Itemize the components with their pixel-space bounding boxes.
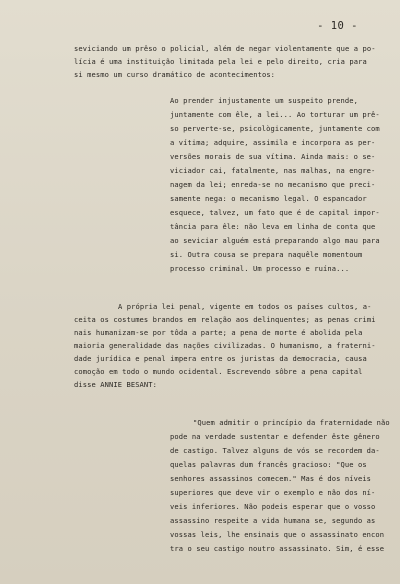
- quote-1-line: ao seviciar alguém está preparando algo mau para: [170, 236, 380, 245]
- paragraph-2-line: ceita os costumes brandos em relação aos delinquentes; as penas crimi: [74, 315, 376, 324]
- quote-2-line: senhores assassinos comecem." Mas é dos níveis: [170, 474, 372, 483]
- quote-1-line: nagem da lei; enreda-se no mecanismo que preci-: [170, 180, 376, 189]
- quote-2-line: quelas palavras dum francês gracioso: "Que os: [170, 460, 367, 469]
- quote-1-line: processo criminal. Um processo e ruína...: [170, 264, 350, 273]
- quote-2-line: tra o seu castigo noutro assassinato. Sim, é esse: [170, 544, 385, 553]
- paragraph-1-line: seviciando um prêso o policial, além de negar violentamente que a po-: [74, 44, 376, 53]
- quote-2-line: vossas leis, lhe ensinais que o assassinato encon: [170, 530, 385, 539]
- quote-2-line: pode na verdade sustentar e defender êste gênero: [170, 432, 380, 441]
- quote-2-line: superiores que deve vir o exemplo e não dos ní-: [170, 488, 376, 497]
- quote-1-line: esquece, talvez, um fato que é de capital impor-: [170, 208, 380, 217]
- paragraph-1-line: lícia é uma instituição limitada pela lei e pelo direito, cria para: [74, 57, 367, 66]
- quote-2-line: de castigo. Talvez alguns de vós se recordem da-: [170, 446, 380, 455]
- paragraph-2-line: A própria lei penal, vigente em todos os países cultos, a-: [118, 302, 372, 311]
- quote-1-line: samente nega: o mecanismo legal. O espancador: [170, 194, 367, 203]
- quote-1-line: juntamente com êle, a lei... Ao torturar um prê-: [170, 110, 380, 119]
- quote-1-line: so perverte-se, psicològicamente, juntamente com: [170, 124, 380, 133]
- paragraph-2-line: nais humanizam-se por tôda a parte; a pena de morte é abolida pela: [74, 328, 363, 337]
- quote-1-line: si. Outra cousa se prepara naquêle momentoum: [170, 250, 363, 259]
- quote-1-line: tância para êle: não leva em linha de conta que: [170, 222, 376, 231]
- quote-2-line: veis inferiores. Não podeis esperar que o vosso: [170, 502, 376, 511]
- quote-1-line: versões morais de sua vítima. Ainda mais: o se-: [170, 152, 376, 161]
- paragraph-2-line: comoção em todo o mundo ocidental. Escrevendo sôbre a pena capital: [74, 367, 363, 376]
- paragraph-2-line: dade jurídica e penal impera entre os juristas da democracia, causa: [74, 354, 367, 363]
- paragraph-2-line: maioria generalidade das nações civilizadas. O humanismo, a fraterni-: [74, 341, 376, 350]
- quote-1-line: viciador cai, fatalmente, nas malhas, na engre-: [170, 166, 376, 175]
- quote-2-line: assassino respeite a vida humana se, segundo as: [170, 516, 376, 525]
- page-number: - 10 -: [317, 20, 358, 32]
- paragraph-2-line: disse ANNIE BESANT:: [74, 380, 158, 389]
- paragraph-1-line: si mesmo um curso dramático de acontecimentos:: [74, 70, 276, 79]
- quote-1-line: Ao prender injustamente um suspeito prende,: [170, 96, 358, 105]
- quote-1-line: a vítima; adquire, assimila e incorpora as per-: [170, 138, 376, 147]
- quote-2-line: "Quem admitir o princípio da fraternidade não: [193, 418, 390, 427]
